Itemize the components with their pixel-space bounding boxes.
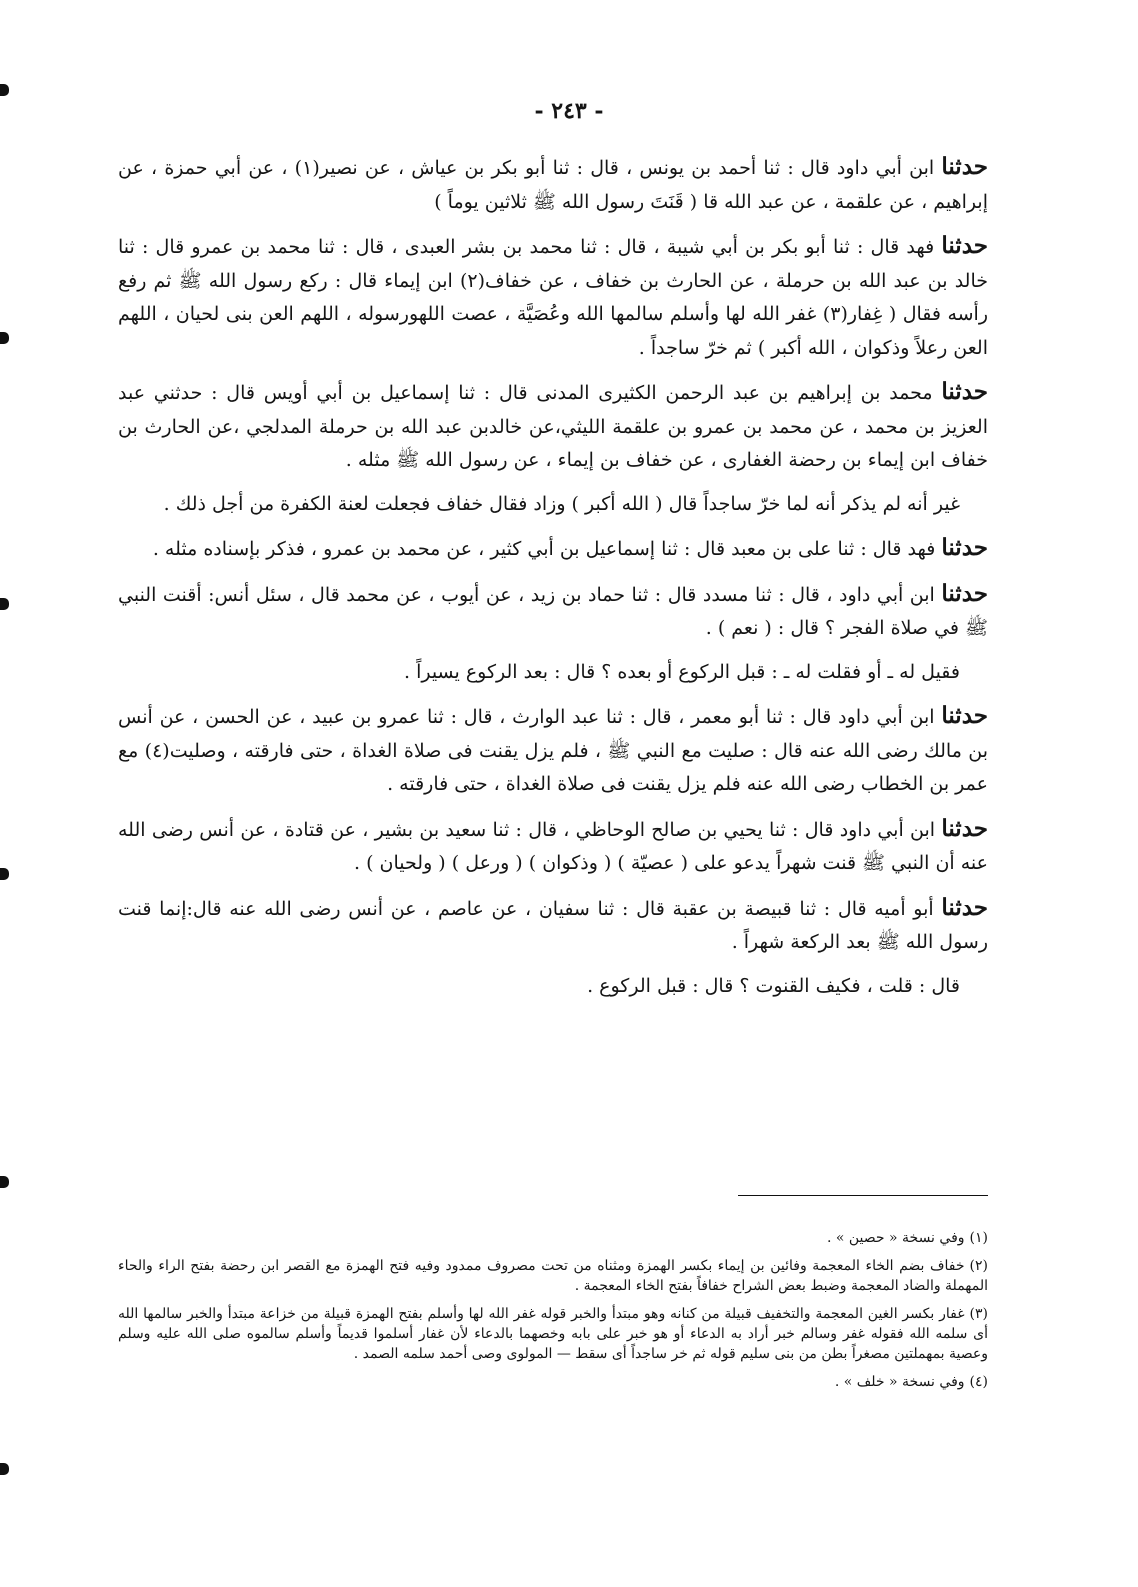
paragraph-text: ابن أبي داود قال : ثنا يحيي بن صالح الوحاظي ، قال : ثنا سعيد بن بشير ، عن قتادة ، عن أنس رضى الله عنه أن النبي ﷺ قنت شهراً يدعو على ( عصيّة ) ( وذكوان ) ( ورعل ) ( ولحيان ) . (118, 818, 988, 874)
hadith-paragraph (118, 699, 988, 802)
footnotes (118, 1228, 988, 1400)
footnote-number: (٣) (969, 1306, 988, 1322)
margin-mark (0, 868, 9, 880)
paragraph-text: ابن أبي داود قال : ثنا أبو معمر ، قال : ثنا عبد الوارث ، قال : ثنا عمرو بن عبيد ، عن الحسن ، عن أنس بن مالك رضى الله عنه قال : صليت مع النبي ﷺ ، فلم يزل يقنت فى صلاة الغداة ، حتى فارقته ، وصليت(٤) مع عمر بن الخطاب رضى الله عنه فلم يزل يقنت فى صلاة الغداة ، حتى فارقته . (118, 706, 988, 795)
hadith-paragraph (118, 531, 988, 567)
footnote-divider (738, 1195, 988, 1196)
paragraph-keyword: حدثنا (941, 153, 988, 180)
margin-mark (0, 598, 9, 610)
margin-mark (0, 332, 9, 344)
footnote (118, 1304, 988, 1364)
margin-mark (0, 84, 9, 96)
paragraph-text: أبو أميه قال : ثنا قبيصة بن عقبة قال : ثنا سفيان ، عن عاصم ، عن أنس رضى الله عنه قال:إنما قنت رسول الله ﷺ بعد الركعة شهراً . (118, 897, 988, 953)
hadith-paragraph (118, 577, 988, 646)
footnote-text: خفاف بضم الخاء المعجمة وفائين بن إيماء بكسر الهمزة ومثناه من تحت مصروف ممدود وفيه فتح الهمزة مع القصر ابن رحضة بفتح الراء والحاء المهملة والضاد المعجمة وضبط بعض الشراح خفافاً بفتح الخاء المعجمة . (118, 1258, 988, 1294)
paragraph-keyword: حدثنا (941, 378, 988, 405)
footnote-text: غفار بكسر الغين المعجمة والتخفيف قبيلة من كنانه وهو مبتدأ والخبر قوله غفر الله لها وأسلم بفتح الهمزة قبيلة من خزاعة مبتدأ والخبر سالمها الله أى سلمه الله فقوله غفر وسالم خبر أراد به الدعاء أو هو خبر على بابه وخصهما بالدعاء لأن غفار أسلموا قديماً وأسلم سالموه صلى الله عليه وسلم وعصية بمهملتين مصغراً بطن من بنى سليم قوله ثم خر ساجداً أى سقط — المولوى وصى أحمد سلمه الصمد . (118, 1306, 988, 1362)
footnote-text: وفي نسخة « خلف » . (834, 1374, 965, 1390)
margin-mark (0, 1176, 9, 1188)
paragraph-keyword: حدثنا (941, 534, 988, 561)
hadith-paragraph (118, 488, 988, 522)
paragraph-keyword: حدثنا (941, 702, 988, 729)
paragraph-keyword: حدثنا (941, 893, 989, 921)
hadith-paragraph (118, 891, 988, 960)
paragraph-text: قال : قلت ، فكيف القنوت ؟ قال : قبل الركوع . (587, 974, 960, 997)
paragraph-text: ابن أبي داود ، قال : ثنا مسدد قال : ثنا حماد بن زيد ، عن أيوب ، عن محمد قال ، سئل أنس: أقنت النبي ﷺ في صلاة الفجر ؟ قال : ( نعم ) . (118, 583, 988, 639)
paragraph-keyword: حدثنا (941, 814, 988, 842)
paragraph-text: فهد قال : ثنا على بن معبد قال : ثنا إسماعيل بن أبي كثير ، عن محمد بن عمرو ، فذكر بإسناده مثله . (152, 538, 936, 560)
footnote-text: وفي نسخة « حصين » . (826, 1230, 965, 1246)
hadith-paragraph (118, 812, 988, 881)
footnote (118, 1228, 988, 1248)
paragraph-text: فهد قال : ثنا أبو بكر بن أبي شيبة ، قال : ثنا محمد بن بشر العبدى ، قال : ثنا محمد بن عمرو قال : ثنا خالد بن عبد الله بن حرملة ، عن الحارث بن خفاف ، عن خفاف(٢) ابن إيماء قال : ركع رسول الله ﷺ ثم رفع رأسه فقال ( غِفار(٣) غفر الله لها وأسلم سالمها الله وعُصَيَّة ، عصت اللهورسوله ، اللهم العن بنى لحيان ، اللهم العن رعلاً وذكوان ، الله أكبر ) ثم خرّ ساجداً . (118, 236, 988, 359)
paragraph-keyword: حدثنا (941, 579, 988, 607)
footnote-number: (٢) (969, 1258, 988, 1274)
paragraph-text: ابن أبي داود قال : ثنا أحمد بن يونس ، قال : ثنا أبو بكر بن عياش ، عن نصير(١) ، عن أبي حمزة ، عن إبراهيم ، عن علقمة ، عن عبد الله قا ( قَنَتَ رسول الله ﷺ ثلاثين يوماً ) (118, 157, 988, 213)
hadith-paragraph (118, 375, 988, 478)
footnote-number: (١) (969, 1230, 988, 1246)
page-number: - ٢٤٣ - (534, 98, 604, 124)
hadith-paragraph (118, 229, 988, 365)
paragraph-text: محمد بن إبراهيم بن عبد الرحمن الكثيرى المدنى قال : ثنا إسماعيل بن أبي أويس قال : حدثني عبد العزيز بن محمد ، عن محمد بن عمرو بن علقمة الليثي،عن خالدبن عبد الله بن حرملة المدلجي ،عن الحارث بن خفاف ابن إيماء بن رحضة الغفارى ، عن خفاف بن إيماء ، عن رسول الله ﷺ مثله . (118, 382, 988, 471)
hadith-paragraph (118, 970, 988, 1004)
paragraph-text: فقيل له ـ أو فقلت له ـ : قبل الركوع أو بعده ؟ قال : بعد الركوع يسيراً . (403, 660, 960, 683)
paragraph-keyword: حدثنا (941, 232, 988, 259)
footnote (118, 1256, 988, 1296)
main-text (118, 150, 988, 1013)
margin-mark (0, 1463, 9, 1475)
paragraph-text: غير أنه لم يذكر أنه لما خرّ ساجداً قال ( الله أكبر ) وزاد فقال خفاف فجعلت لعنة الكفرة من أجل ذلك . (163, 492, 960, 515)
hadith-paragraph (118, 150, 988, 219)
hadith-paragraph (118, 656, 988, 690)
footnote-number: (٤) (969, 1374, 988, 1390)
footnote (118, 1372, 988, 1392)
